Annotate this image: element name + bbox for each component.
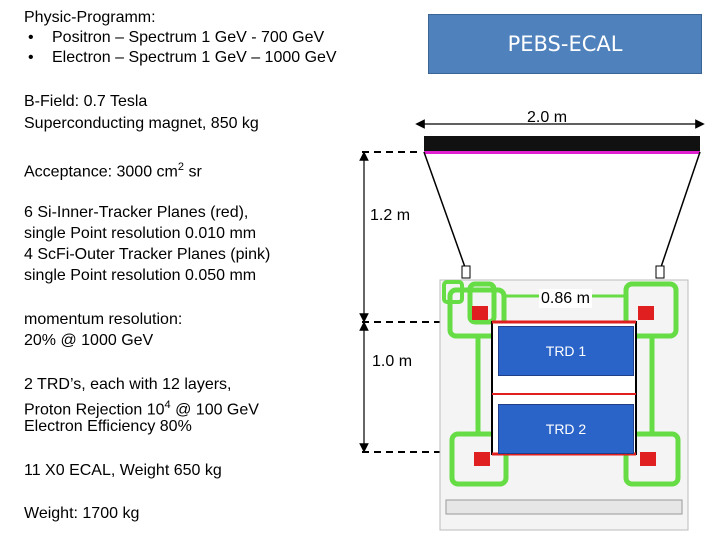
trd-2-label: TRD 2 [545,421,587,437]
acceptance-prefix: Acceptance: 3000 cm [24,163,178,181]
acceptance-suffix: sr [184,163,202,181]
bullet: • [28,49,34,66]
support-base [446,500,682,514]
trd-1-label: TRD 1 [545,343,587,359]
momentum-line: momentum resolution: [24,311,183,328]
funnel-right [660,152,700,270]
acceptance-sup: 2 [177,161,184,173]
funnel-left [424,152,466,270]
momentum-line: 20% @ 1000 GeV [24,332,154,349]
trd-info-sup: 4 [164,399,171,411]
tracker-line: single Point resolution 0.050 mm [24,267,257,284]
magnet-line: Superconducting magnet, 850 kg [24,115,259,132]
dim-top-width: 2.0 m [527,109,568,126]
tracker-line: single Point resolution 0.010 mm [24,225,257,242]
physics-heading: Physic-Programm: [24,9,156,26]
physics-item-electron: Electron – Spectrum 1 GeV – 1000 GeV [52,49,337,66]
total-weight: Weight: 1700 kg [24,505,140,522]
title-box-label: PEBS-ECAL [507,32,623,56]
trd-info-prefix: Proton Rejection 10 [24,401,165,419]
si-tracker-plane [474,452,490,466]
dim-upper-height: 1.2 m [370,207,411,224]
si-tracker-plane [472,306,488,320]
ecal-bar [424,136,700,152]
si-tracker-plane [638,306,654,320]
si-tracker-plane [640,452,656,466]
trd-info-line: 2 TRD’s, each with 12 layers, [24,376,232,393]
funnel-foot-right [656,266,664,278]
tracker-line: 4 ScFi-Outer Tracker Planes (pink) [24,246,271,263]
trd-1-block [498,326,634,376]
ecal-info: 11 X0 ECAL, Weight 650 kg [24,462,222,479]
trd-info-line: Electron Efficiency 80% [24,418,192,435]
dim-lower-height: 1.0 m [372,353,413,370]
trd-2-block [498,404,634,454]
funnel-foot-left [462,266,470,278]
dim-magnet-width: 0.86 m [541,290,590,307]
bfield-line: B-Field: 0.7 Tesla [24,93,148,110]
trd-info-suffix: @ 100 GeV [170,401,259,419]
physics-item-positron: Positron – Spectrum 1 GeV - 700 GeV [52,29,325,46]
ecal-pink-edge [424,151,700,154]
bullet: • [28,29,34,46]
tracker-line: 6 Si-Inner-Tracker Planes (red), [24,204,249,221]
